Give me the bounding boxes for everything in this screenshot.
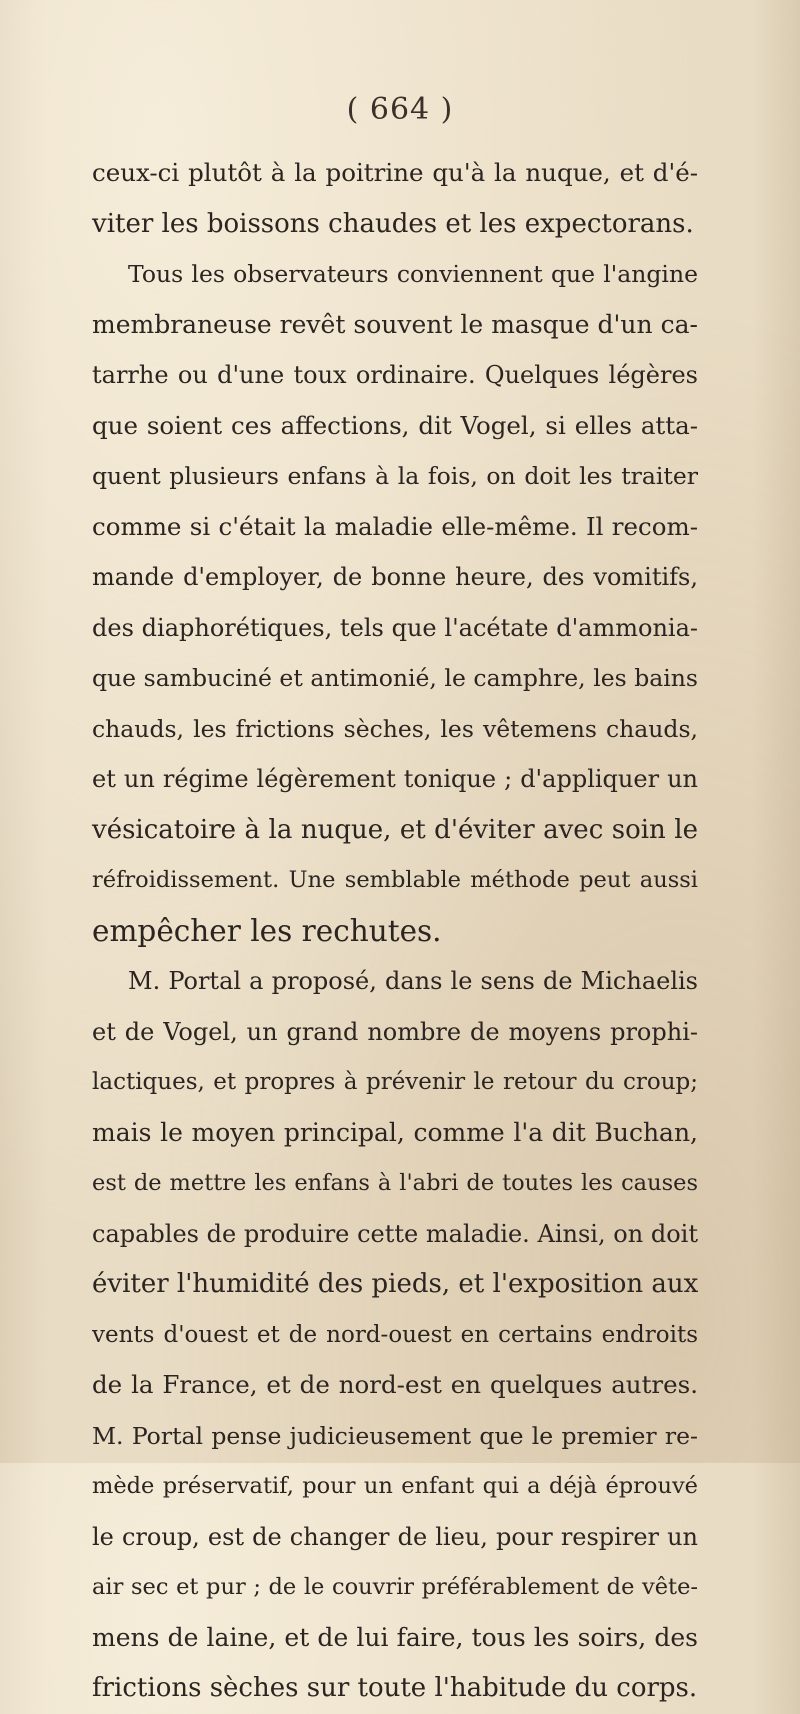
text-line: vésicatoire à la nuque, et d'éviter avec soin le: [92, 814, 698, 845]
text-line: le croup, est de changer de lieu, pour respirer un: [92, 1522, 698, 1551]
text-line: vents d'ouest et de nord-ouest en certains endroits: [92, 1321, 698, 1348]
page-number: ( 664 ): [346, 92, 454, 127]
text-line: réfroidissement. Une semblable méthode peut aussi: [92, 867, 698, 893]
text-line: tarrhe ou d'une toux ordinaire. Quelques légères: [92, 361, 698, 389]
text-line: viter les boissons chaudes et les expectorans.: [92, 208, 694, 239]
text-line: ceux-ci plutôt à la poitrine qu'à la nuque, et d'é-: [92, 158, 698, 187]
text-line: mède préservatif, pour un enfant qui a déjà éprouvé: [92, 1473, 698, 1499]
paragraph: [92, 956, 698, 1714]
text-line: frictions sèches sur toute l'habitude du corps.: [92, 1673, 698, 1703]
text-line: lactiques, et propres à prévenir le retour du croup;: [92, 1069, 698, 1095]
text-line: quent plusieurs enfans à la fois, on doit les traiter: [92, 462, 698, 490]
text-line: éviter l'humidité des pieds, et l'exposition aux: [92, 1269, 699, 1299]
body-text: [92, 148, 698, 1714]
text-line: mande d'employer, de bonne heure, des vomitifs,: [92, 563, 698, 591]
text-line: M. Portal a proposé, dans le sens de Michaelis: [128, 967, 698, 995]
paragraph: [92, 249, 698, 956]
text-line: empêcher les rechutes.: [92, 913, 442, 948]
paragraph: [92, 148, 698, 249]
text-line: que sambuciné et antimonié, le camphre, les bains: [92, 664, 698, 692]
text-line: de la France, et de nord-est en quelques autres.: [92, 1370, 698, 1399]
text-line: capables de produire cette maladie. Ainsi, on doit: [92, 1219, 698, 1248]
text-line: Tous les observateurs conviennent que l'angine: [128, 260, 698, 288]
text-line: est de mettre les enfans à l'abri de toutes les causes: [92, 1170, 698, 1196]
text-line: air sec et pur ; de le couvrir préférablement de vête-: [92, 1574, 698, 1600]
text-line: chauds, les frictions sèches, les vêtemens chauds,: [92, 714, 698, 743]
text-line: des diaphorétiques, tels que l'acétate d'ammonia-: [92, 613, 698, 642]
text-line: mais le moyen principal, comme l'a dit Buchan,: [92, 1117, 698, 1147]
text-line: comme si c'était la maladie elle-même. Il recom-: [92, 511, 698, 541]
text-line: mens de laine, et de lui faire, tous les soirs, des: [92, 1622, 698, 1652]
text-line: que soient ces affections, dit Vogel, si elles atta-: [92, 410, 698, 440]
text-line: et de Vogel, un grand nombre de moyens prophi-: [92, 1017, 698, 1046]
text-line: et un régime légèrement tonique ; d'appliquer un: [92, 765, 698, 793]
text-line: membraneuse revêt souvent le masque d'un ca-: [92, 309, 698, 339]
text-line: M. Portal pense judicieusement que le premier re-: [92, 1421, 698, 1450]
